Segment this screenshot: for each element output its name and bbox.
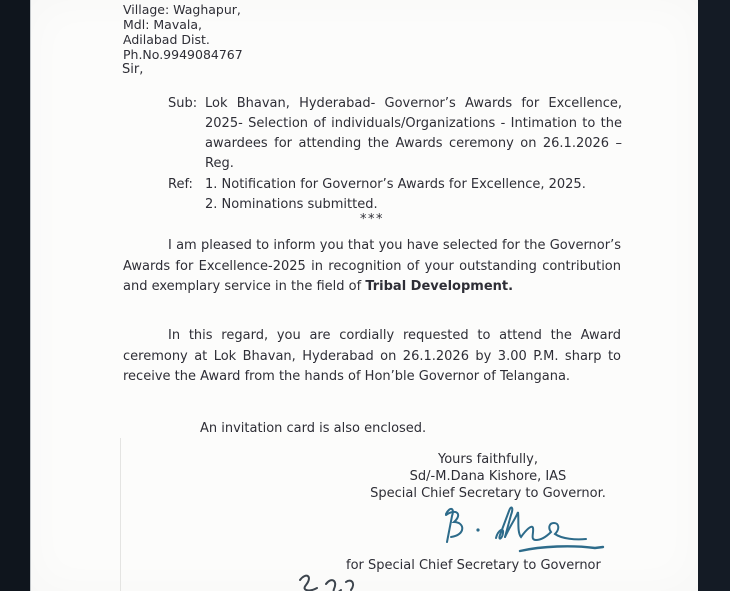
subject-label: Sub: — [168, 96, 198, 111]
reference-item: 2. Nominations submitted. — [205, 197, 378, 212]
signoff-line: Yours faithfully, — [437, 452, 538, 467]
salutation: Sir, — [122, 62, 144, 77]
paragraph-bold-text: Tribal Development. — [365, 279, 514, 294]
address-line: Adilabad Dist. — [123, 32, 210, 47]
paper-crease-line — [120, 438, 121, 591]
body-paragraph-2: In this regard, you are cordially requested to attend the Award ceremony at Lok Bhavan, Hyderabad on 26.1.2026 by 3.00 P.M. sharp to receive the Award from the hands of Hon’ble Governor of Telangana. — [123, 328, 621, 384]
signoff-block — [352, 452, 624, 502]
subject-text: Lok Bhavan, Hyderabad- Governor’s Awards for Excellence, 2025- Selection of individuals/Organizations - Intimation to the awardees for attending the Awards ceremony on 26.1.2026 – Reg. — [205, 96, 622, 171]
signoff-line: Special Chief Secretary to Governor. — [370, 485, 606, 501]
address-line: Mdl: Mavala, — [123, 17, 202, 32]
section-separator: *** — [360, 212, 384, 227]
right-background-bar — [697, 0, 730, 591]
address-line: Ph.No.9949084767 — [123, 47, 243, 62]
signature-handwriting — [430, 502, 608, 558]
paragraph-text: I am pleased to inform you that you have selected for the Governor’s Awards for Excellence-2025 in recognition of your outstanding contribution and exemplary service in the field of — [123, 238, 621, 294]
for-signatory-line: for Special Chief Secretary to Governor — [346, 558, 601, 573]
signoff-line: Sd/-M.Dana Kishore, IAS — [409, 468, 567, 484]
left-background-bar — [0, 0, 30, 591]
body-paragraph-1 — [123, 236, 621, 298]
partial-handwriting-mark — [288, 574, 360, 591]
reference-item: 1. Notification for Governor’s Awards for Excellence, 2025. — [205, 177, 586, 192]
enclosure-line: An invitation card is also enclosed. — [200, 421, 427, 436]
address-line: Village: Waghapur, — [123, 2, 241, 17]
reference-label: Ref: — [168, 177, 193, 192]
sender-address-block — [123, 2, 243, 62]
